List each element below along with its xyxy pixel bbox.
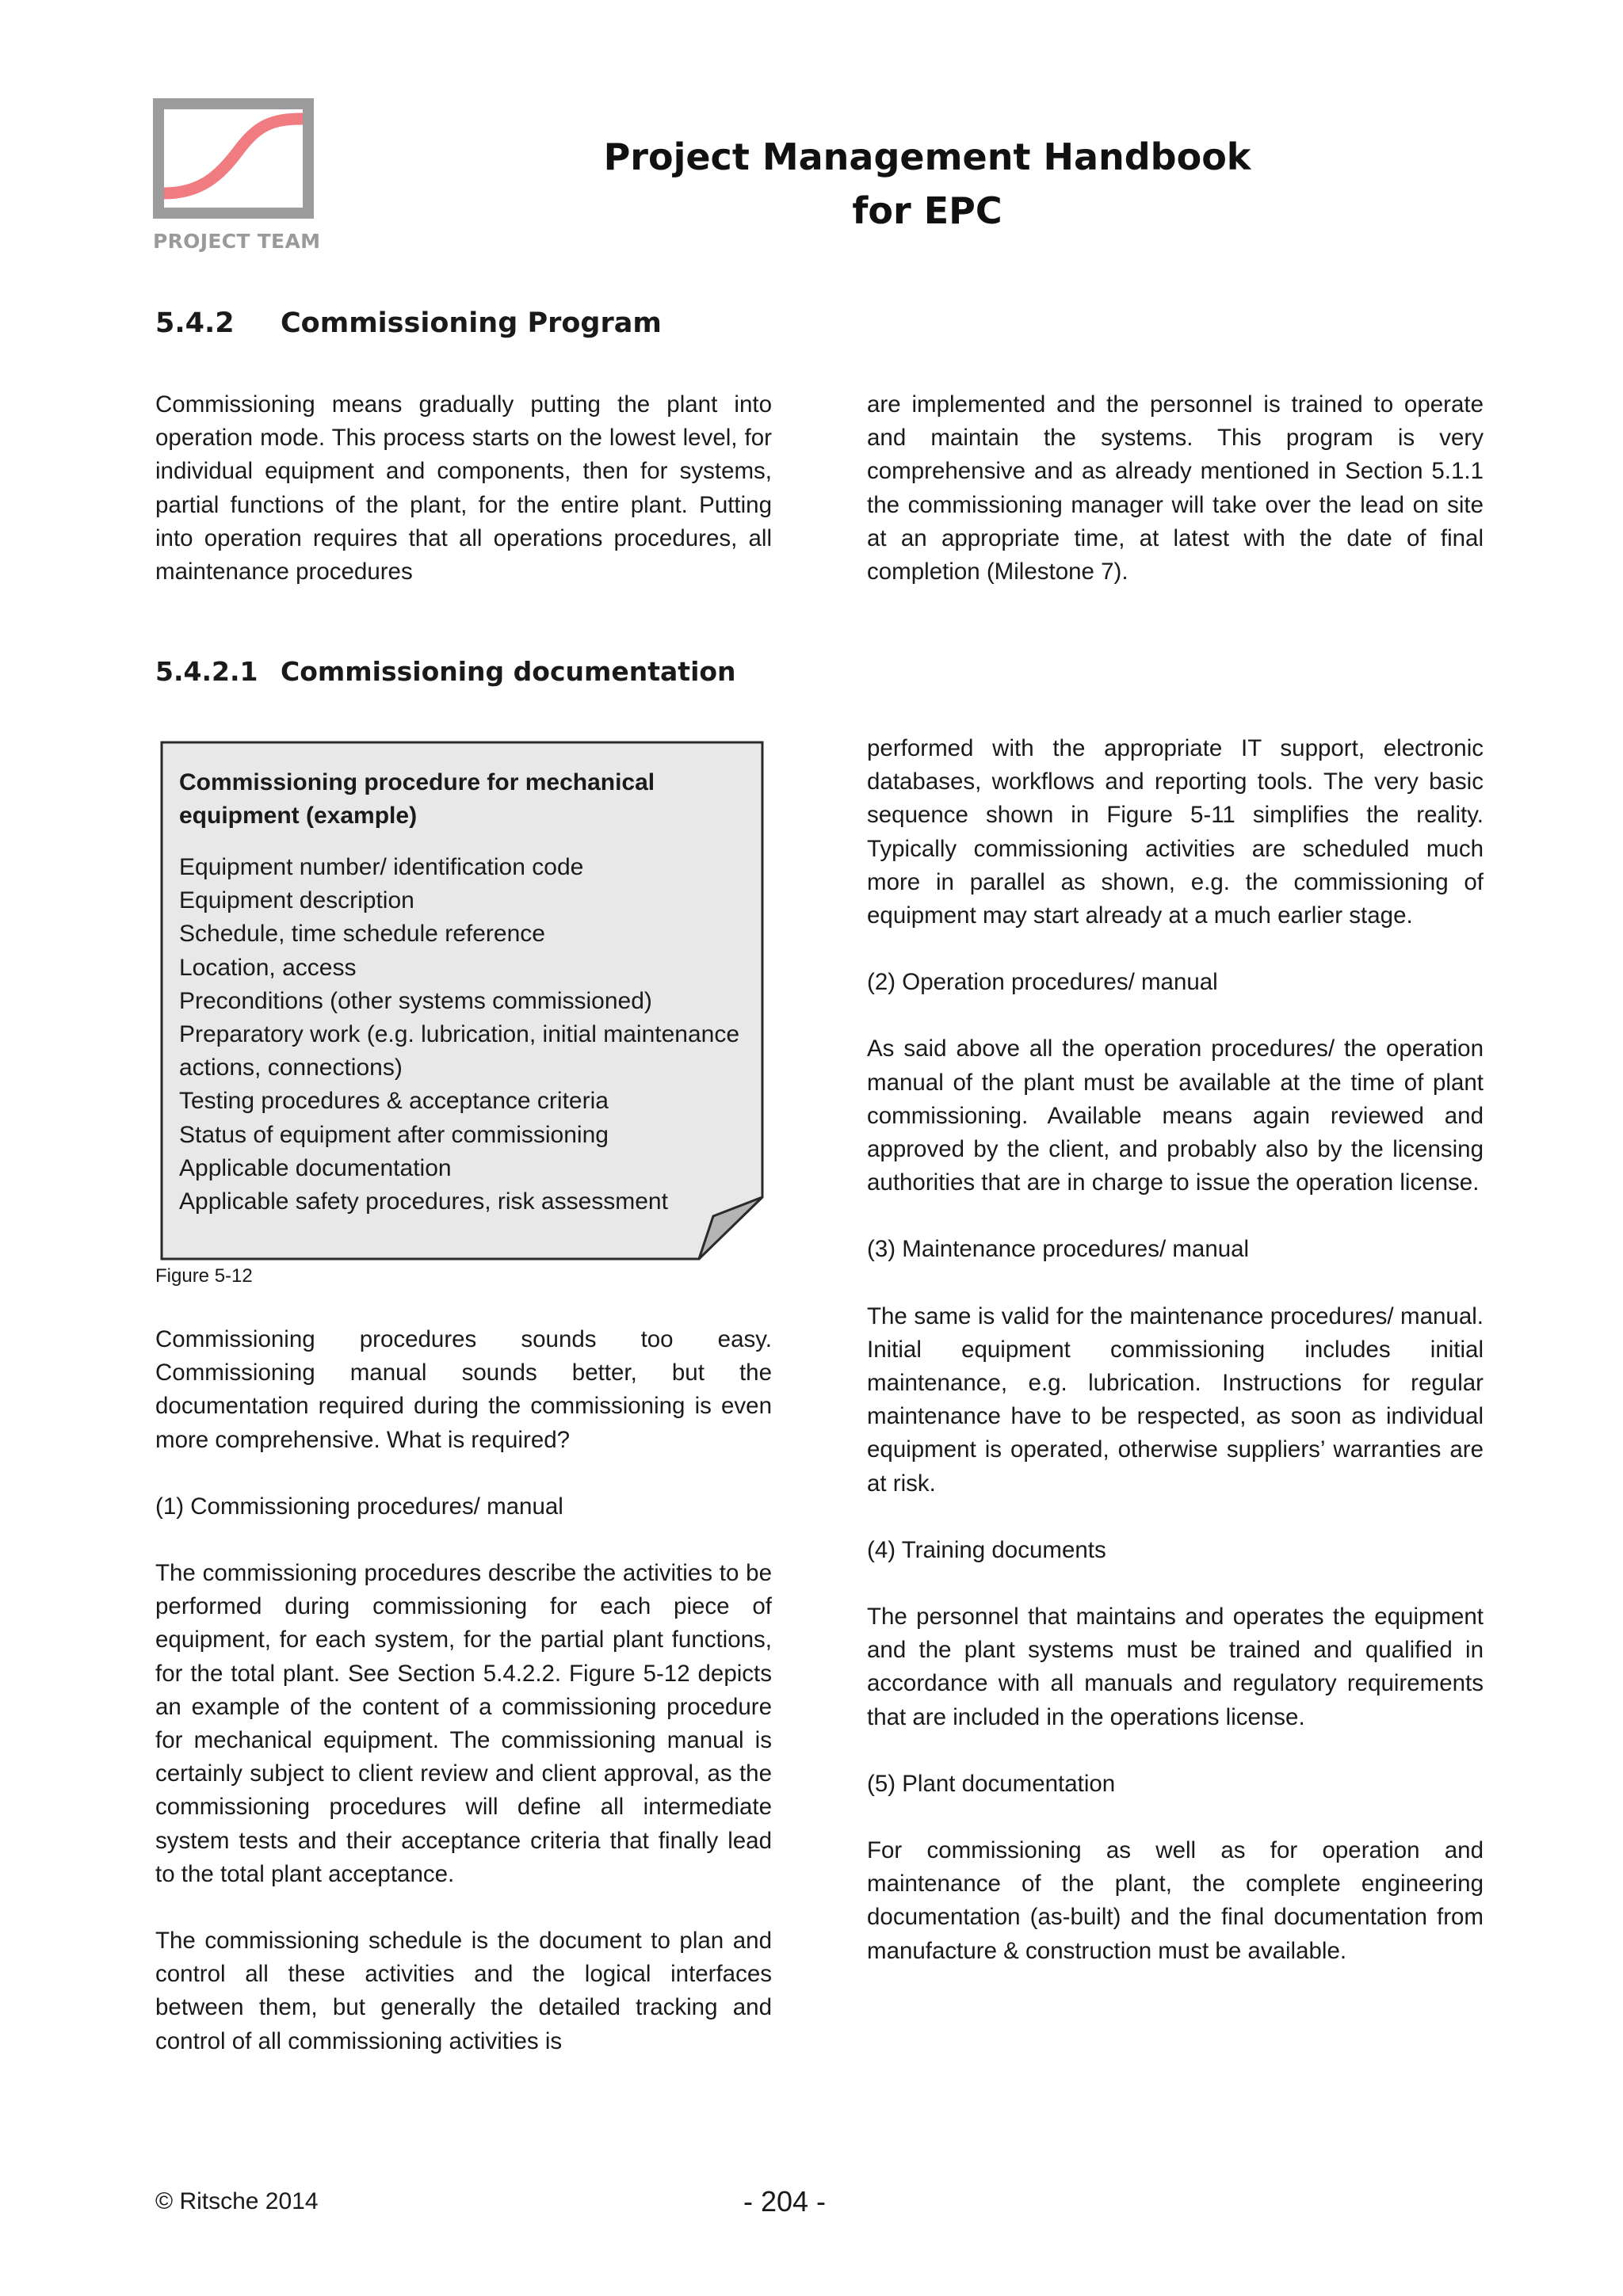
intro-paragraph-right: are implemented and the personnel is trained to operate and maintain the systems. This program is very comprehensive and as already mentioned in Section 5.1.1 the commissioning manager will take over the lead on site at an appropriate time, at latest with the date of final completion (Milestone 7).: [867, 391, 1484, 585]
document-title-line-1: Project Management Handbook: [603, 135, 1251, 178]
figure-item: Applicable documentation: [179, 1154, 452, 1181]
figure-commissioning-procedure: [158, 739, 766, 1262]
figure-item: Applicable safety procedures, risk assessment: [179, 1188, 668, 1215]
subsection-heading: [155, 656, 736, 687]
intro-left-column: [155, 388, 772, 589]
figure-item-list: [179, 851, 750, 1219]
logo-text: PROJECT TEAM: [153, 230, 321, 253]
figure-item: Schedule, time schedule reference: [179, 921, 545, 948]
body-left-column: [155, 1323, 772, 2058]
project-team-logo: [153, 98, 321, 253]
subsection-number: 5.4.2.1: [155, 656, 258, 687]
paragraph: The commissioning schedule is the document to plan and control all these activities and the logical interfaces between them, but generally the detailed tracking and control of all commissioning activities is: [155, 1928, 772, 2054]
copyright-footer: © Ritsche 2014: [155, 2188, 319, 2214]
subheading-operation-procedures: (2) Operation procedures/ manual: [867, 969, 1218, 996]
figure-item: Preconditions (other systems commissioned): [179, 987, 652, 1014]
paragraph: performed with the appropriate IT support, electronic databases, workflows and reporting tools. The very basic sequence shown in Figure 5-11 simplifies the reality. Typically commissioning activities are scheduled much more in parallel as shown, e.g. the commissioning of equipment may start already at a much earlier stage.: [867, 735, 1484, 929]
paragraph: The commissioning procedures describe the activities to be performed during commissioning for each piece of equipment, for each system, for the partial plant functions, for the total plant. See Section 5.4.2.2. Figure 5-12 depicts an example of the content of a commissioning procedure for mechanical equipment. The commissioning manual is certainly subject to client review and client approval, as the commissioning procedures will define all intermediate system tests and their acceptance criteria that finally lead to the total plant acceptance.: [155, 1560, 772, 1887]
figure-item: Testing procedures & acceptance criteria: [179, 1088, 609, 1115]
paragraph: Commissioning procedures sounds too easy. Commissioning manual sounds better, but the documentation required during the commissioning is even more comprehensive. What is required?: [155, 1326, 772, 1453]
figure-item: Status of equipment after commissioning: [179, 1121, 609, 1148]
page-number: - 204 -: [743, 2185, 827, 2218]
intro-right-column: [867, 388, 1484, 589]
body-right-column: [867, 732, 1484, 1968]
section-heading: [155, 307, 662, 339]
subheading-commissioning-procedures: (1) Commissioning procedures/ manual: [155, 1493, 563, 1520]
figure-content: [179, 766, 750, 1219]
subheading-training-documents: (4) Training documents: [867, 1536, 1106, 1563]
section-title: Commissioning Program: [281, 307, 662, 339]
figure-item: Preparatory work (e.g. lubrication, initial maintenance actions, connections): [179, 1021, 740, 1081]
figure-item: Equipment description: [179, 887, 414, 914]
figure-title: Commissioning procedure for mechanical equipment (example): [179, 769, 655, 829]
paragraph: For commissioning as well as for operation and maintenance of the plant, the complete engineering documentation (as-built) and the final documentation from manufacture & construction must be available.: [867, 1837, 1484, 1964]
figure-item: Location, access: [179, 954, 357, 981]
logo-mark-icon: [153, 98, 314, 219]
figure-caption: Figure 5-12: [155, 1265, 253, 1287]
paragraph: As said above all the operation procedures/ the operation manual of the plant must be available at the time of plant commissioning. Available means again reviewed and approved by the client, and probably also by the licensing authorities that are in charge to issue the operation license.: [867, 1035, 1484, 1196]
document-title: [555, 130, 1300, 238]
section-number: 5.4.2: [155, 307, 235, 339]
figure-item: Equipment number/ identification code: [179, 854, 584, 880]
subsection-title: Commissioning documentation: [281, 656, 736, 687]
subheading-maintenance-procedures: (3) Maintenance procedures/ manual: [867, 1236, 1250, 1263]
subheading-plant-documentation: (5) Plant documentation: [867, 1770, 1116, 1797]
document-title-line-2: for EPC: [852, 189, 1002, 232]
paragraph: The personnel that maintains and operates the equipment and the plant systems must be trained and qualified in accordance with all manuals and regulatory requirements that are included in the operations license.: [867, 1604, 1484, 1730]
intro-paragraph-left: Commissioning means gradually putting the plant into operation mode. This process starts on the lowest level, for individual equipment and components, then for systems, partial functions of the plant, for the entire plant. Putting into operation requires that all operations procedures, all maintenance procedures: [155, 391, 772, 585]
paragraph: The same is valid for the maintenance procedures/ manual. Initial equipment commissioning includes initial maintenance, e.g. lubrication. Instructions for regular maintenance have to be respected, as soon as individual equipment is operated, otherwise suppliers’ warranties are at risk.: [867, 1302, 1484, 1497]
